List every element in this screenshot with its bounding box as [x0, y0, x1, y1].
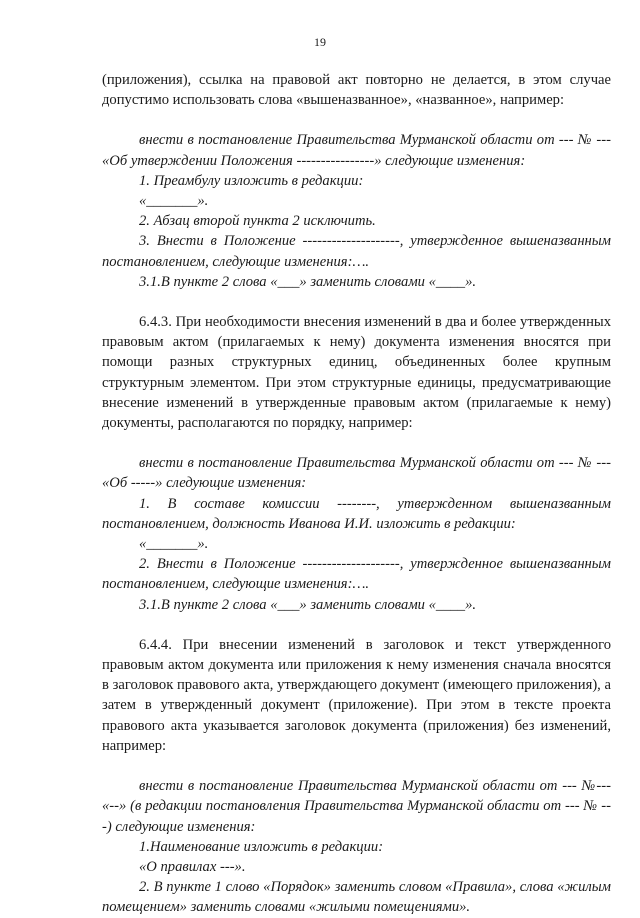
example-block-3 — [102, 776, 611, 917]
page-number: 19 — [314, 35, 326, 49]
example-1-line-5: 3. Внести в Положение --------------------, утвержденное вышеназванным постановлением, следующие изменения:…. — [102, 233, 611, 270]
paragraph-6-4-3: 6.4.3. При необходимости внесения изменений в два и более утвержденных правовым актом (прилагаемых к нему) документа изменения вносятся при помощи разных структурных единиц, объединенных более крупным структурным элементом. При этом структурные единицы, предусматривающие внесение изменений в утвержденные правовым актом (прилагаемые к нему) документы, располагаются по порядку, например: — [102, 314, 611, 432]
paragraph-6-4-4: 6.4.4. При внесении изменений в заголовок и текст утвержденного правовым актом документа или приложения к нему изменения сначала вносятся в заголовок правового акта, утверждающего документ (имеющего приложения), а затем в утвержденный документ (приложение). При этом в тексте проекта правового акта указывается заголовок документа (приложения) без изменений, например: — [102, 636, 611, 754]
example-3-line-3: «О правилах ---». — [139, 858, 246, 875]
example-2-line-5: 3.1.В пункте 2 слова «___» заменить словами «____». — [139, 596, 477, 613]
example-2-line-3: «_______». — [139, 536, 209, 553]
example-3-line-2: 1.Наименование изложить в редакции: — [139, 838, 384, 855]
example-1-line-6: 3.1.В пункте 2 слова «___» заменить словами «____». — [139, 273, 477, 290]
example-3-line-1: внести в постановление Правительства Мурманской области от --- №--- «--» (в редакции постановления Правительства Мурманской области от --- № ---) следующие изменения: — [102, 778, 611, 835]
document-body — [102, 70, 611, 918]
example-block-2 — [102, 453, 611, 615]
example-2-line-1: внести в постановление Правительства Мурманской области от --- № --- «Об -----» следующие изменения: — [102, 455, 611, 492]
example-2-line-2: 1. В составе комиссии --------, утвержденном вышеназванным постановлением, должность Иванова И.И. изложить в редакции: — [102, 495, 611, 532]
example-2-line-4: 2. Внести в Положение --------------------, утвержденное вышеназванным постановлением, следующие изменения:…. — [102, 556, 611, 593]
example-1-line-2: 1. Преамбулу изложить в редакции: — [139, 172, 364, 189]
example-3-line-4: 2. В пункте 1 слово «Порядок» заменить словом «Правила», слова «жилым помещением» заменить словами «жилыми помещениями». — [102, 879, 611, 916]
example-block-1 — [102, 130, 611, 292]
example-1-line-3: «_______». — [139, 193, 209, 210]
example-1-line-4: 2. Абзац второй пункта 2 исключить. — [139, 213, 376, 230]
example-1-line-1: внести в постановление Правительства Мурманской области от --- № --- «Об утверждении Положения ----------------» следующие изменения: — [102, 132, 611, 169]
block1-intro-paragraph: (приложения), ссылка на правовой акт повторно не делается, в этом случае допустимо использовать слова «вышеназванное», «названное», например: — [102, 72, 611, 109]
